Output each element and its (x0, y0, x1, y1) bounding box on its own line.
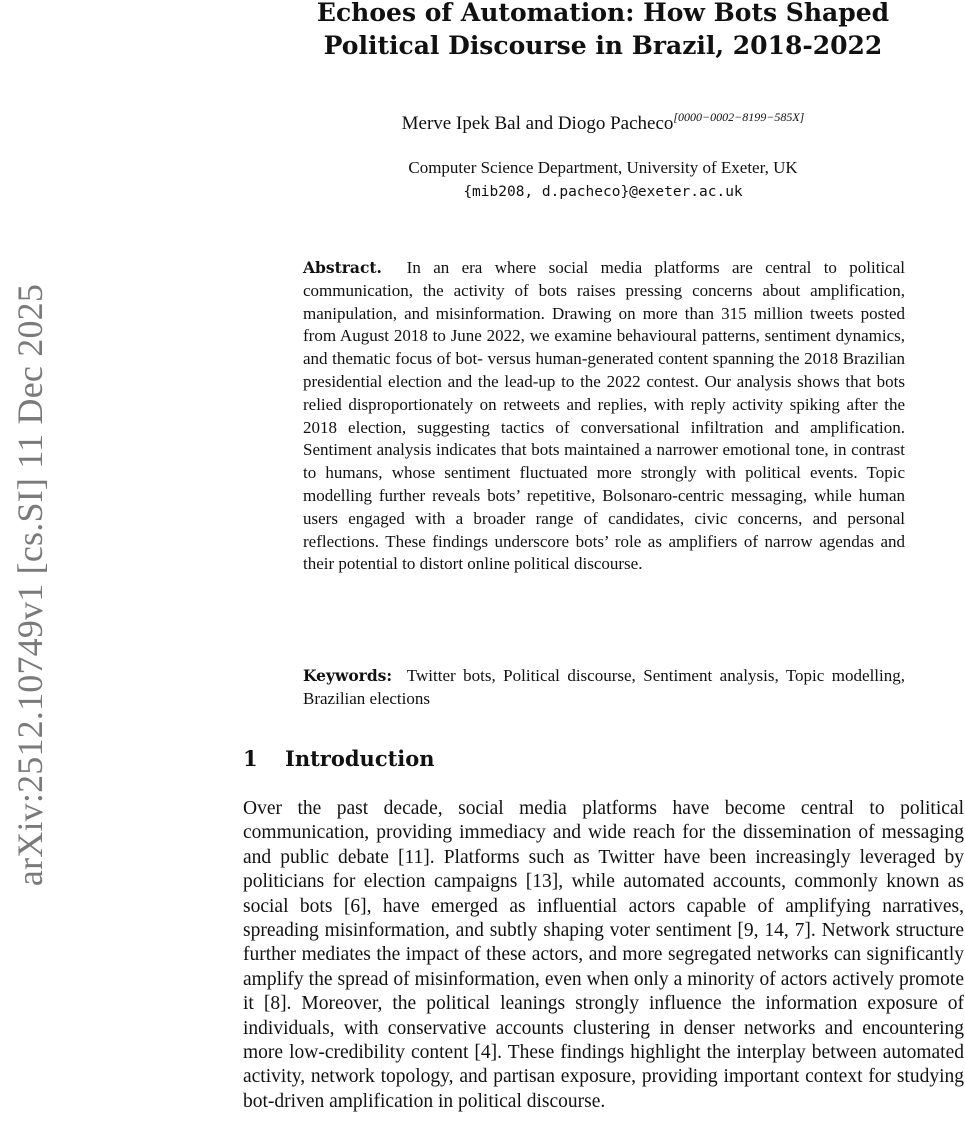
authors-names: Merve Ipek Bal and Diogo Pacheco (401, 113, 674, 134)
abstract-label: Abstract. (303, 258, 382, 277)
abstract (303, 257, 905, 576)
section-number: 1 (243, 746, 258, 771)
introduction-paragraph: Over the past decade, social media platforms have become central to political communication, providing immediacy and wide reach for the dissemination of messaging and public debate [11]. Platforms such as Twitter have been increasingly leveraged by politicians for election campaigns [13], while automated accounts, commonly known as social bots [6], have emerged as influential actors capable of amplifying narratives, spreading misinformation, and subtly shaping voter sentiment [9, 14, 7]. Network structure further mediates the impact of these actors, and more segregated networks can significantly amplify the spread of misinformation, even when only a minority of actors actively promote it [8]. Moreover, the political leanings strongly influence the information exposure of individuals, with conservative accounts clustering in denser networks and encountering more low-credibility content [4]. These findings highlight the interplay between automated activity, network topology, and partisan exposure, providing important context for studying bot-driven amplification in political discourse. (243, 798, 964, 1112)
keywords-text: Twitter bots, Political discourse, Sentiment analysis, Topic modelling, Brazilian elections (303, 666, 905, 708)
section-heading-introduction (243, 746, 435, 771)
keywords (303, 665, 905, 711)
paper-title (240, 0, 965, 62)
abstract-text: In an era where social media platforms are central to political communication, the activity of bots raises pressing concerns about amplification, manipulation, and misinformation. Drawing on more than 315 million tweets posted from August 2018 to June 2022, we examine behavioural patterns, sentiment dynamics, and thematic focus of bot- versus human-generated content spanning the 2018 Brazilian presidential election and the lead-up to the 2022 contest. Our analysis shows that bots relied disproportionately on retweets and replies, with reply activity spiking after the 2018 election, suggesting tactics of conversational infiltration and amplification. Sentiment analysis indicates that bots maintained a narrower emotional tone, in contrast to humans, whose sentiment fluctuated more strongly with political events. Topic modelling further reveals bots’ repetitive, Bolsonaro-centric messaging, while human users engaged with a broader range of candidates, civic concerns, and personal reflections. These findings underscore bots’ role as amplifiers of narrow agendas and their potential to distort online political discourse. (303, 258, 905, 574)
arxiv-identifier: arXiv:2512.10749v1 [cs.SI] 11 Dec 2025 (10, 283, 51, 887)
title-line-2: Political Discourse in Brazil, 2018-2022 (323, 31, 883, 60)
section-title: Introduction (285, 746, 435, 771)
orcid-id: [0000−0002−8199−585X] (673, 110, 805, 124)
title-line-1: Echoes of Automation: How Bots Shaped (316, 0, 890, 27)
author-emails: {mib208, d.pacheco}@exeter.ac.uk (463, 184, 743, 200)
arxiv-identifier-stamp (8, 232, 52, 938)
author-list (240, 110, 965, 135)
keywords-label: Keywords: (303, 666, 393, 685)
affiliation: Computer Science Department, University of Exeter, UK (408, 158, 798, 177)
affiliation-block (240, 156, 965, 204)
